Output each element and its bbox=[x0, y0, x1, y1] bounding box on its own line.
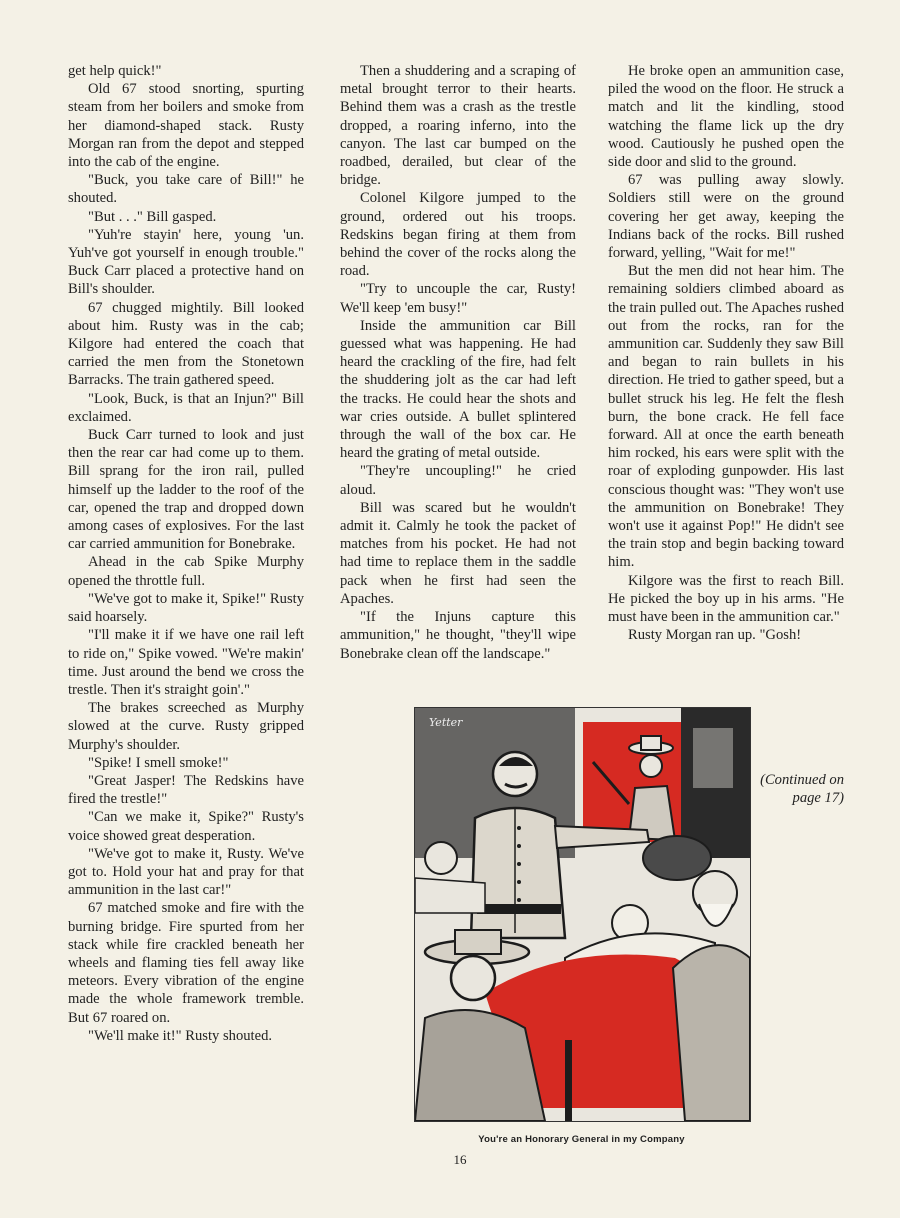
paragraph: 67 chugged mightily. Bill looked about him. Rusty was in the cab; Kilgore had entered the coach that carried the men from the Stonetown Barracks. The train gathered speed. bbox=[68, 299, 304, 389]
continued-note[interactable]: (Continued on page 17) bbox=[760, 772, 844, 806]
paragraph: "Look, Buck, is that an Injun?" Bill exclaimed. bbox=[68, 390, 304, 425]
paragraph: "Spike! I smell smoke!" bbox=[88, 754, 229, 771]
paragraph: But the men did not hear him. The remaining soldiers climbed aboard as the train pulled out. The Apaches rushed out from the rocks, ran for the ammunition car. Suddenly they saw Bill and began to rain bullets in his direction. He tried to gather speed, but a bullet struck his leg. He felt the flesh burn, the bone crack. He fell face forward. All at once the earth beneath him rocked, his ears were split with the roar of exploding gunpowder. His last conscious thought was: "They won't use the ammunition on Bonebrake! They won't use it against Pop!" He didn't see the train stop and begin backing toward him. bbox=[608, 263, 845, 571]
paragraph: Kilgore was the first to reach Bill. He picked the boy up in his arms. "He must have been in the ammunition car." bbox=[608, 572, 844, 626]
paragraph: Buck Carr turned to look and just then the rear car had come up to them. Bill sprang for the iron rail, pulled himself up the ladder to the roof of the car, opened the trap and dropped down among cases of explosives. For the last car carried ammunition for Bonebrake. bbox=[68, 427, 304, 553]
paragraph: "We've got to make it, Spike!" Rusty said hoarsely. bbox=[68, 590, 304, 626]
paragraph: get help quick!" bbox=[68, 63, 162, 79]
paragraph: Bill was scared but he wouldn't admit it. Calmly he took the packet of matches from his pocket. He had not had time to replace them in the saddle pack when he first had seen the Apaches. bbox=[340, 499, 576, 607]
story-illustration bbox=[414, 707, 751, 1122]
paragraph: Old 67 stood snorting, spurting steam from her boilers and smoke from her diamond-shaped stack. Rusty Morgan ran from the depot and stepped into the cab of the engine. bbox=[68, 81, 304, 171]
paragraph: "Buck, you take care of Bill!" he shouted. bbox=[68, 172, 304, 207]
illustration-caption: You're an Honorary General in my Company bbox=[478, 1134, 685, 1145]
paragraph: "Try to uncouple the car, Rusty! We'll keep 'em busy!" bbox=[340, 281, 576, 316]
paragraph: 67 matched smoke and fire with the burning bridge. Fire spurted from her stack while fire crackled beneath her wheels and flaming ties fell away like meteors. Every vibration of the engine made the whole framework tremble. But 67 roared on. bbox=[68, 900, 304, 1026]
paragraph: "I'll make it if we have one rail left to ride on," Spike vowed. "We're makin' time. Just around the bend we cross the trestle. Then it's straight goin'." bbox=[68, 627, 304, 698]
text-column-2 bbox=[340, 62, 576, 663]
paragraph: "But . . ." Bill gasped. bbox=[88, 208, 217, 225]
paragraph: Then a shuddering and a scraping of metal brought terror to their hearts. Behind them was a crash as the trestle dropped, a roaring inferno, into the canyon. The last car bumped on the roadbed, derailed, but clear of the bridge. bbox=[340, 63, 576, 189]
text-column-1 bbox=[68, 62, 304, 1045]
paragraph: "We've got to make it, Rusty. We've got to. Hold your hat and pray for that ammunition in the last car!" bbox=[68, 845, 304, 899]
paragraph: "Can we make it, Spike?" Rusty's voice showed great desperation. bbox=[68, 809, 304, 844]
paragraph: He broke open an ammunition case, piled the wood on the floor. He struck a match and lit the kindling, stood watching the flame lick up the dry wood. Cautiously he pushed open the side door and slid to the ground. bbox=[608, 63, 844, 171]
paragraph: Rusty Morgan ran up. "Gosh! bbox=[628, 627, 802, 644]
paragraph: Inside the ammunition car Bill guessed what was happening. He had heard the crackling of the fire, had felt the shuddering jolt as the car had left the tracks. He could hear the shots and war cries outside. A bullet splintered through the wall of the box car. He heard the grating of metal outside. bbox=[340, 317, 576, 462]
paragraph: "If the Injuns capture this ammunition," he thought, "they'll wipe Bonebrake clean off the landscape." bbox=[340, 609, 576, 662]
paragraph: Ahead in the cab Spike Murphy opened the throttle full. bbox=[68, 554, 304, 589]
paragraph: "They're uncoupling!" he cried aloud. bbox=[340, 463, 576, 498]
paragraph: Colonel Kilgore jumped to the ground, ordered out his troops. Redskins began firing at them from behind the cover of the rocks along the road. bbox=[340, 190, 576, 280]
paragraph: 67 was pulling away slowly. Soldiers still were on the ground covering her get away, keeping the Indians back of the rocks. Bill rushed forward, yelling, "Wait for me!" bbox=[608, 172, 844, 262]
paragraph: The brakes screeched as Murphy slowed at the curve. Rusty gripped Murphy's shoulder. bbox=[68, 700, 304, 753]
paragraph: "Great Jasper! The Redskins have fired the trestle!" bbox=[68, 772, 304, 808]
page-number: 16 bbox=[453, 1152, 467, 1167]
paragraph: "We'll make it!" Rusty shouted. bbox=[88, 1027, 273, 1044]
paragraph: "Yuh're stayin' here, young 'un. Yuh've got yourself in enough trouble." Buck Carr placed a protective hand on Bill's shoulder. bbox=[68, 226, 304, 298]
artist-signature: Yetter bbox=[429, 716, 463, 729]
text-column-3 bbox=[608, 62, 844, 645]
